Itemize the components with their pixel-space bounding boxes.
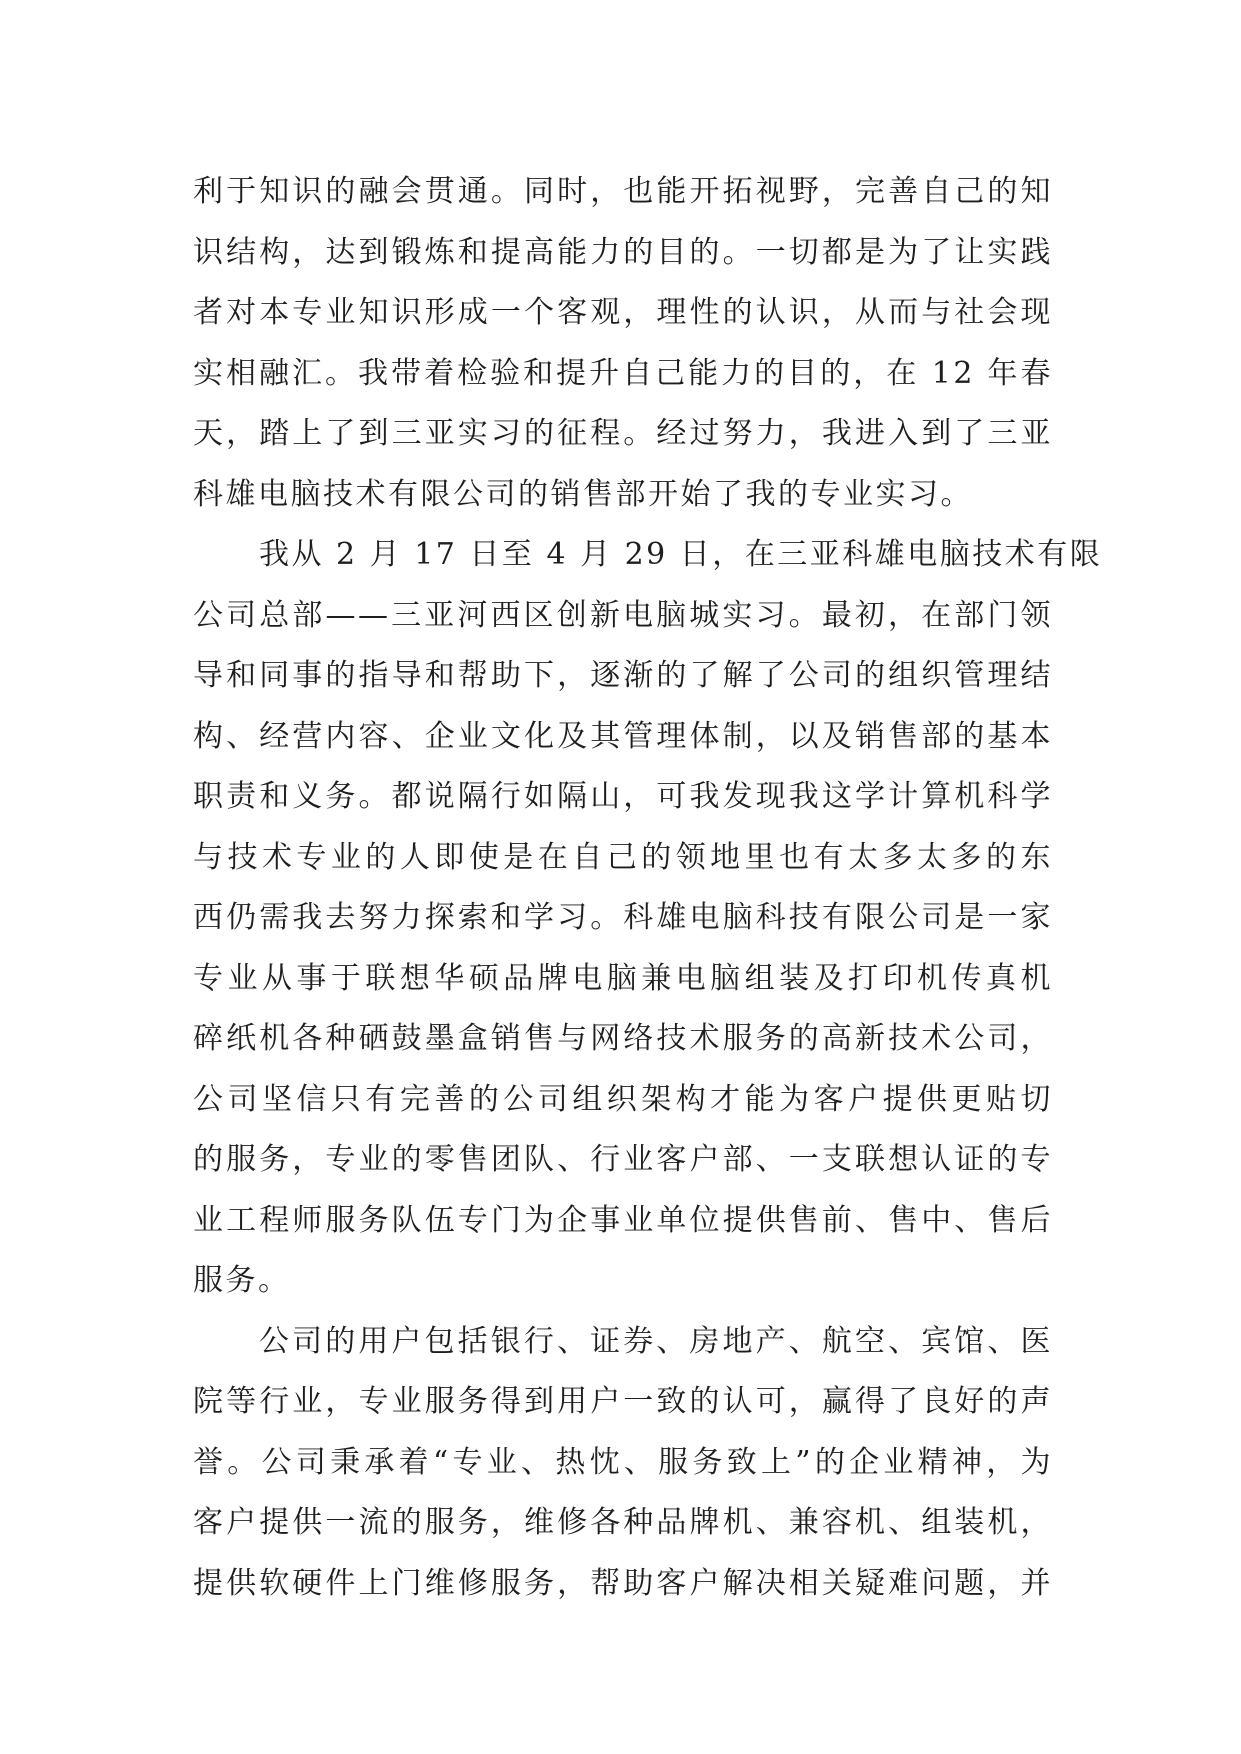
paragraph-2-line-8: 专业从事于联想华硕品牌电脑兼电脑组装及打印机传真机: [193, 960, 1053, 996]
paragraph-2-line-1: 我从 2 月 17 日至 4 月 29 日，在三亚科雄电脑技术有限: [259, 537, 1103, 572]
body-text: [193, 162, 1103, 1614]
paragraph-2-line-13: 服务。: [193, 1263, 291, 1298]
paragraph-2-line-10: 公司坚信只有完善的公司组织架构才能为客户提供更贴切: [193, 1081, 1053, 1117]
paragraph-1-line-2: 识结构，达到锻炼和提高能力的目的。一切都是为了让实践: [193, 234, 1053, 270]
paragraph-2-line-5: 职责和义务。都说隔行如隔山，可我发现我这学计算机科学: [193, 779, 1053, 814]
paragraph-2-line-12: 业工程师服务队伍专门为企事业单位提供售前、售中、售后: [193, 1202, 1053, 1238]
paragraph-3-line-1: 公司的用户包括银行、证券、房地产、航空、宾馆、医: [259, 1323, 1053, 1359]
paragraph-3-line-2: 院等行业，专业服务得到用户一致的认可，赢得了良好的声: [193, 1384, 1053, 1419]
paragraph-3-line-3: 誉。公司秉承着“专业、热忱、服务致上”的企业精神，为: [193, 1444, 1053, 1480]
paragraph-1-line-1: 利于知识的融会贯通。同时，也能开拓视野，完善自己的知: [193, 174, 1053, 209]
paragraph-2-line-11: 的服务，专业的零售团队、行业客户部、一支联想认证的专: [193, 1142, 1053, 1177]
paragraph-3-line-5: 提供软硬件上门维修服务，帮助客户解决相关疑难问题，并: [193, 1565, 1053, 1601]
paragraph-2-line-6: 与技术专业的人即使是在自己的领地里也有太多太多的东: [193, 839, 1053, 875]
paragraph-2-line-4: 构、经营内容、企业文化及其管理体制，以及销售部的基本: [193, 718, 1053, 754]
paragraph-2-line-3: 导和同事的指导和帮助下，逐渐的了解了公司的组织管理结: [193, 658, 1053, 693]
paragraph-1-line-4: 实相融汇。我带着检验和提升自己能力的目的，在 12 年春: [193, 355, 1053, 391]
paragraph-2-line-2: 公司总部——三亚河西区创新电脑城实习。最初，在部门领: [193, 597, 1053, 633]
paragraph-2-line-7: 西仍需我去努力探索和学习。科雄电脑科技有限公司是一家: [193, 900, 1053, 935]
paragraph-3-line-4: 客户提供一流的服务，维修各种品牌机、兼容机、组装机，: [193, 1505, 1053, 1540]
paragraph-1-line-5: 天，踏上了到三亚实习的征程。经过努力，我进入到了三亚: [193, 416, 1053, 451]
paragraph-1-line-3: 者对本专业知识形成一个客观，理性的认识，从而与社会现: [193, 295, 1053, 330]
paragraph-2-line-9: 碎纸机各种硒鼓墨盒销售与网络技术服务的高新技术公司，: [193, 1021, 1053, 1056]
paragraph-1-line-6: 科雄电脑技术有限公司的销售部开始了我的专业实习。: [193, 476, 973, 512]
